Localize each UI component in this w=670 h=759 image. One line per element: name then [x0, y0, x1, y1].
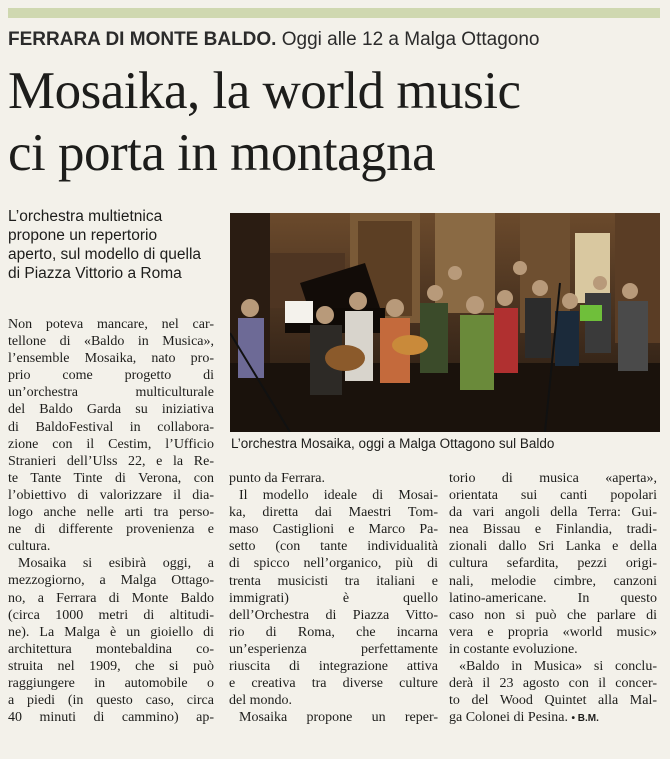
kicker-place: FERRARA DI MONTE BALDO.: [8, 29, 277, 50]
text-line: punto da Ferrara.: [229, 471, 326, 486]
text-line: cultura.: [8, 539, 51, 555]
text-line: Mosaika propone un reper-: [239, 710, 438, 726]
text-line: prio come progetto di: [8, 368, 214, 384]
text-line: no, a Ferrara di Monte Baldo: [8, 590, 214, 606]
article-subhead: [8, 207, 228, 283]
text-line: «Baldo in Musica» si conclu-: [459, 659, 657, 675]
subhead-line: aperto, sul modello di quella: [8, 246, 202, 263]
text-line: di spicco nell’organico, più di: [229, 556, 438, 572]
text-line: nali, melodie cimbre, canzoni: [449, 573, 657, 589]
article-column-3: [449, 470, 657, 727]
subhead-line: propone un repertorio: [8, 227, 158, 244]
text-line: del mondo.: [229, 693, 292, 709]
text-line: tellone di «Baldo in Musica»,: [8, 334, 214, 350]
text-line: Stranieri dell’Ulss 22, e la Re-: [8, 453, 214, 469]
photo-caption: L’orchestra Mosaika, oggi a Malga Ottagono sul Baldo: [231, 436, 555, 451]
text-line: Mosaika si esibirà oggi, a: [18, 556, 214, 572]
text-line: vera e propria «world music»: [449, 624, 657, 640]
text-line: mezzogiorno, a Malga Ottago-: [8, 573, 214, 589]
text-line: zionali dallo Sri Lanka e della: [449, 539, 657, 555]
article-column-1: [8, 316, 214, 726]
text-line: l’ensemble Mosaika, nato pro-: [8, 351, 214, 367]
text-line: ka, diretta dai Maestri Tom-: [229, 505, 438, 521]
text-line: latino-americane. In questo: [449, 590, 657, 606]
headline-line-2: ci porta in montagna: [8, 124, 436, 182]
text-line: un’esperienza perfettamente: [229, 641, 438, 657]
top-rule: [8, 8, 660, 18]
text-line: ne). La Malga è un gioiello di: [8, 624, 214, 640]
text-line: architettura montebaldina co-: [8, 641, 214, 657]
article-headline: [8, 60, 660, 184]
article-kicker: [8, 28, 660, 52]
text-line: derà il 23 agosto con il concer-: [449, 676, 657, 692]
text-line: riuscita di integrazione attiva: [229, 659, 438, 675]
text-line: in costante evoluzione.: [449, 641, 578, 657]
text-line: trenta musicisti tra italiani e: [229, 573, 438, 589]
text-line: del Baldo Garda su iniziativa: [8, 402, 214, 418]
article-column-2: [229, 470, 438, 726]
text-line: 40 minuti di cammino) ap-: [8, 710, 214, 726]
text-line: setto (con tante individualità: [229, 539, 438, 555]
text-line: struita nel 1909, che si può: [8, 658, 214, 674]
text-line: to del Wood Quintet alla Mal-: [449, 693, 657, 709]
text-line: [449, 709, 657, 727]
text-line: maso Castiglioni e Marco Pa-: [229, 522, 438, 538]
subhead-line: L’orchestra multietnica: [8, 208, 163, 225]
orchestra-photo-illustration: [230, 213, 660, 432]
text-line: e creativa tra diverse culture: [229, 676, 438, 692]
text-line: ne di differente provenienza e: [8, 522, 214, 538]
text-line: dell’Orchestra di Piazza Vitto-: [229, 607, 438, 623]
orchestra-photo: [230, 213, 660, 432]
text-line: raggiungere in automobile o: [8, 675, 214, 691]
text-line: di BaldoFestival in collabora-: [8, 419, 214, 435]
text-line: un’orchestra multiculturale: [8, 385, 214, 401]
text-line: Non poteva mancare, nel car-: [8, 317, 214, 332]
last-text-line: ga Colonei di Pesina.: [449, 710, 568, 726]
subhead-line: di Piazza Vittorio a Roma: [8, 265, 182, 282]
text-line: logo anche nelle arti tra perso-: [8, 505, 214, 521]
text-line: da vari angoli della Terra: Gui-: [449, 505, 657, 521]
text-line: a piedi (in questo caso, circa: [8, 693, 214, 709]
text-line: nea Bissau e Finlandia, tradi-: [449, 522, 657, 538]
text-line: caso non si può che parlare di: [449, 607, 657, 623]
text-line: (circa 1000 metri di altitudi-: [8, 607, 214, 623]
text-line: zione con il Cestim, l’Ufficio: [8, 436, 214, 452]
text-line: te Tante Tinte di Verona, con: [8, 470, 214, 486]
text-line: orientata sui canti popolari: [449, 488, 657, 504]
text-line: cultura sefardita, pezzi origi-: [449, 556, 657, 572]
headline-line-1: Mosaika, la world music: [8, 62, 521, 120]
author-signature: • B.M.: [571, 713, 599, 725]
text-line: immigrati) è quello: [229, 590, 438, 606]
kicker-text: Oggi alle 12 a Malga Ottagono: [281, 29, 540, 50]
text-line: rio di Roma, che incarna: [229, 624, 438, 640]
text-line: Il modello ideale di Mosai-: [239, 488, 438, 504]
text-line: torio di musica «aperta»,: [449, 471, 657, 486]
text-line: l’obiettivo di valorizzare il dia-: [8, 487, 214, 503]
